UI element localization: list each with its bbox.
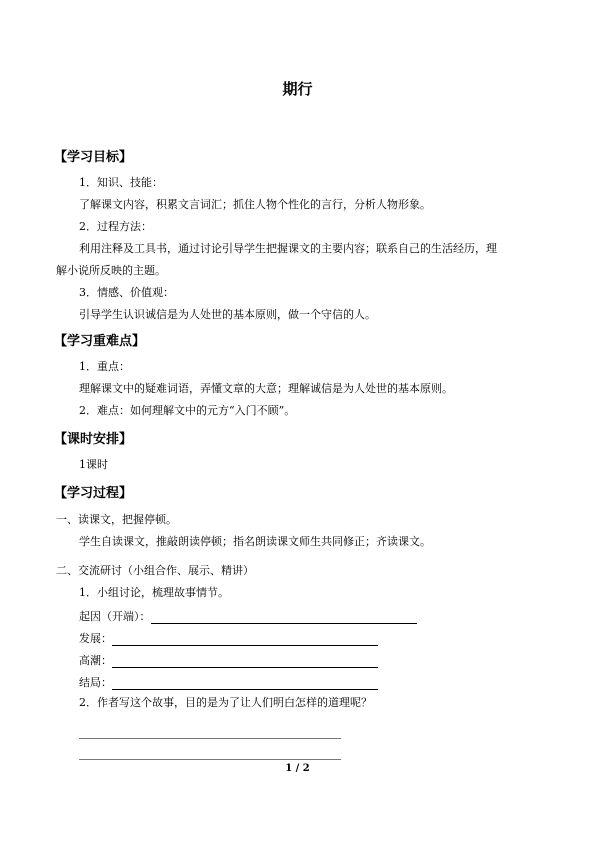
plot-ending-row <box>79 674 378 690</box>
keypoints-item-1: 1．重点： <box>79 360 130 373</box>
plot-cause-blank[interactable] <box>151 612 417 624</box>
goals-text-2b: 解小说所反映的主题。 <box>56 264 166 277</box>
plot-cause-row <box>79 608 417 624</box>
plot-cause-label: 起因（开端）： <box>79 610 151 623</box>
plot-development-label: 发展： <box>79 632 112 645</box>
plot-climax-label: 高潮： <box>79 654 112 667</box>
plot-climax-row <box>79 652 378 668</box>
goals-item-2: 2．过程方法： <box>79 220 152 233</box>
goals-text-2a: 利用注释及工具书，通过讨论引导学生把握课文的主要内容；联系自己的生活经历，理 <box>79 242 497 255</box>
process-step-2-item-2: 2．作者写这个故事，目的是为了让人们明白怎样的道理呢？ <box>79 696 372 709</box>
heading-schedule: 【课时安排】 <box>54 432 133 447</box>
plot-climax-blank[interactable] <box>112 656 378 668</box>
keypoints-item-2: 2．难点：如何理解文中的元方“入门不顾”。 <box>79 404 296 417</box>
page-number: 1 / 2 <box>285 763 310 774</box>
heading-process: 【学习过程】 <box>54 486 133 501</box>
process-step-1: 一、读课文，把握停顿。 <box>56 513 177 526</box>
plot-ending-blank[interactable] <box>112 678 378 690</box>
answer-line-1[interactable] <box>79 738 341 739</box>
plot-ending-label: 结局： <box>79 676 112 689</box>
answer-line-2[interactable] <box>79 759 341 760</box>
process-step-2: 二、交流研讨（小组合作、展示、精讲） <box>56 564 254 577</box>
goals-text-1: 了解课文内容，积累文言词汇；抓住人物个性化的言行，分析人物形象。 <box>79 198 431 211</box>
process-step-2-item-1: 1．小组讨论，梳理故事情节。 <box>79 586 229 599</box>
goals-item-3: 3．情感、价值观： <box>79 286 174 299</box>
goals-text-3: 引导学生认识诚信是为人处世的基本原则，做一个守信的人。 <box>79 308 376 321</box>
goals-item-1: 1．知识、技能： <box>79 176 163 189</box>
heading-key-points: 【学习重难点】 <box>54 334 146 349</box>
process-step-1-text: 学生自读课文，推敲朗读停顿；指名朗读课文师生共同修正；齐读课文。 <box>79 535 431 548</box>
heading-learning-goals: 【学习目标】 <box>54 150 133 165</box>
keypoints-text-1: 理解课文中的疑难词语，弄懂文章的大意；理解诚信是为人处世的基本原则。 <box>79 382 453 395</box>
schedule-text: 1课时 <box>79 458 108 471</box>
plot-development-row <box>79 630 378 646</box>
document-title: 期行 <box>282 80 313 98</box>
plot-development-blank[interactable] <box>112 634 378 646</box>
